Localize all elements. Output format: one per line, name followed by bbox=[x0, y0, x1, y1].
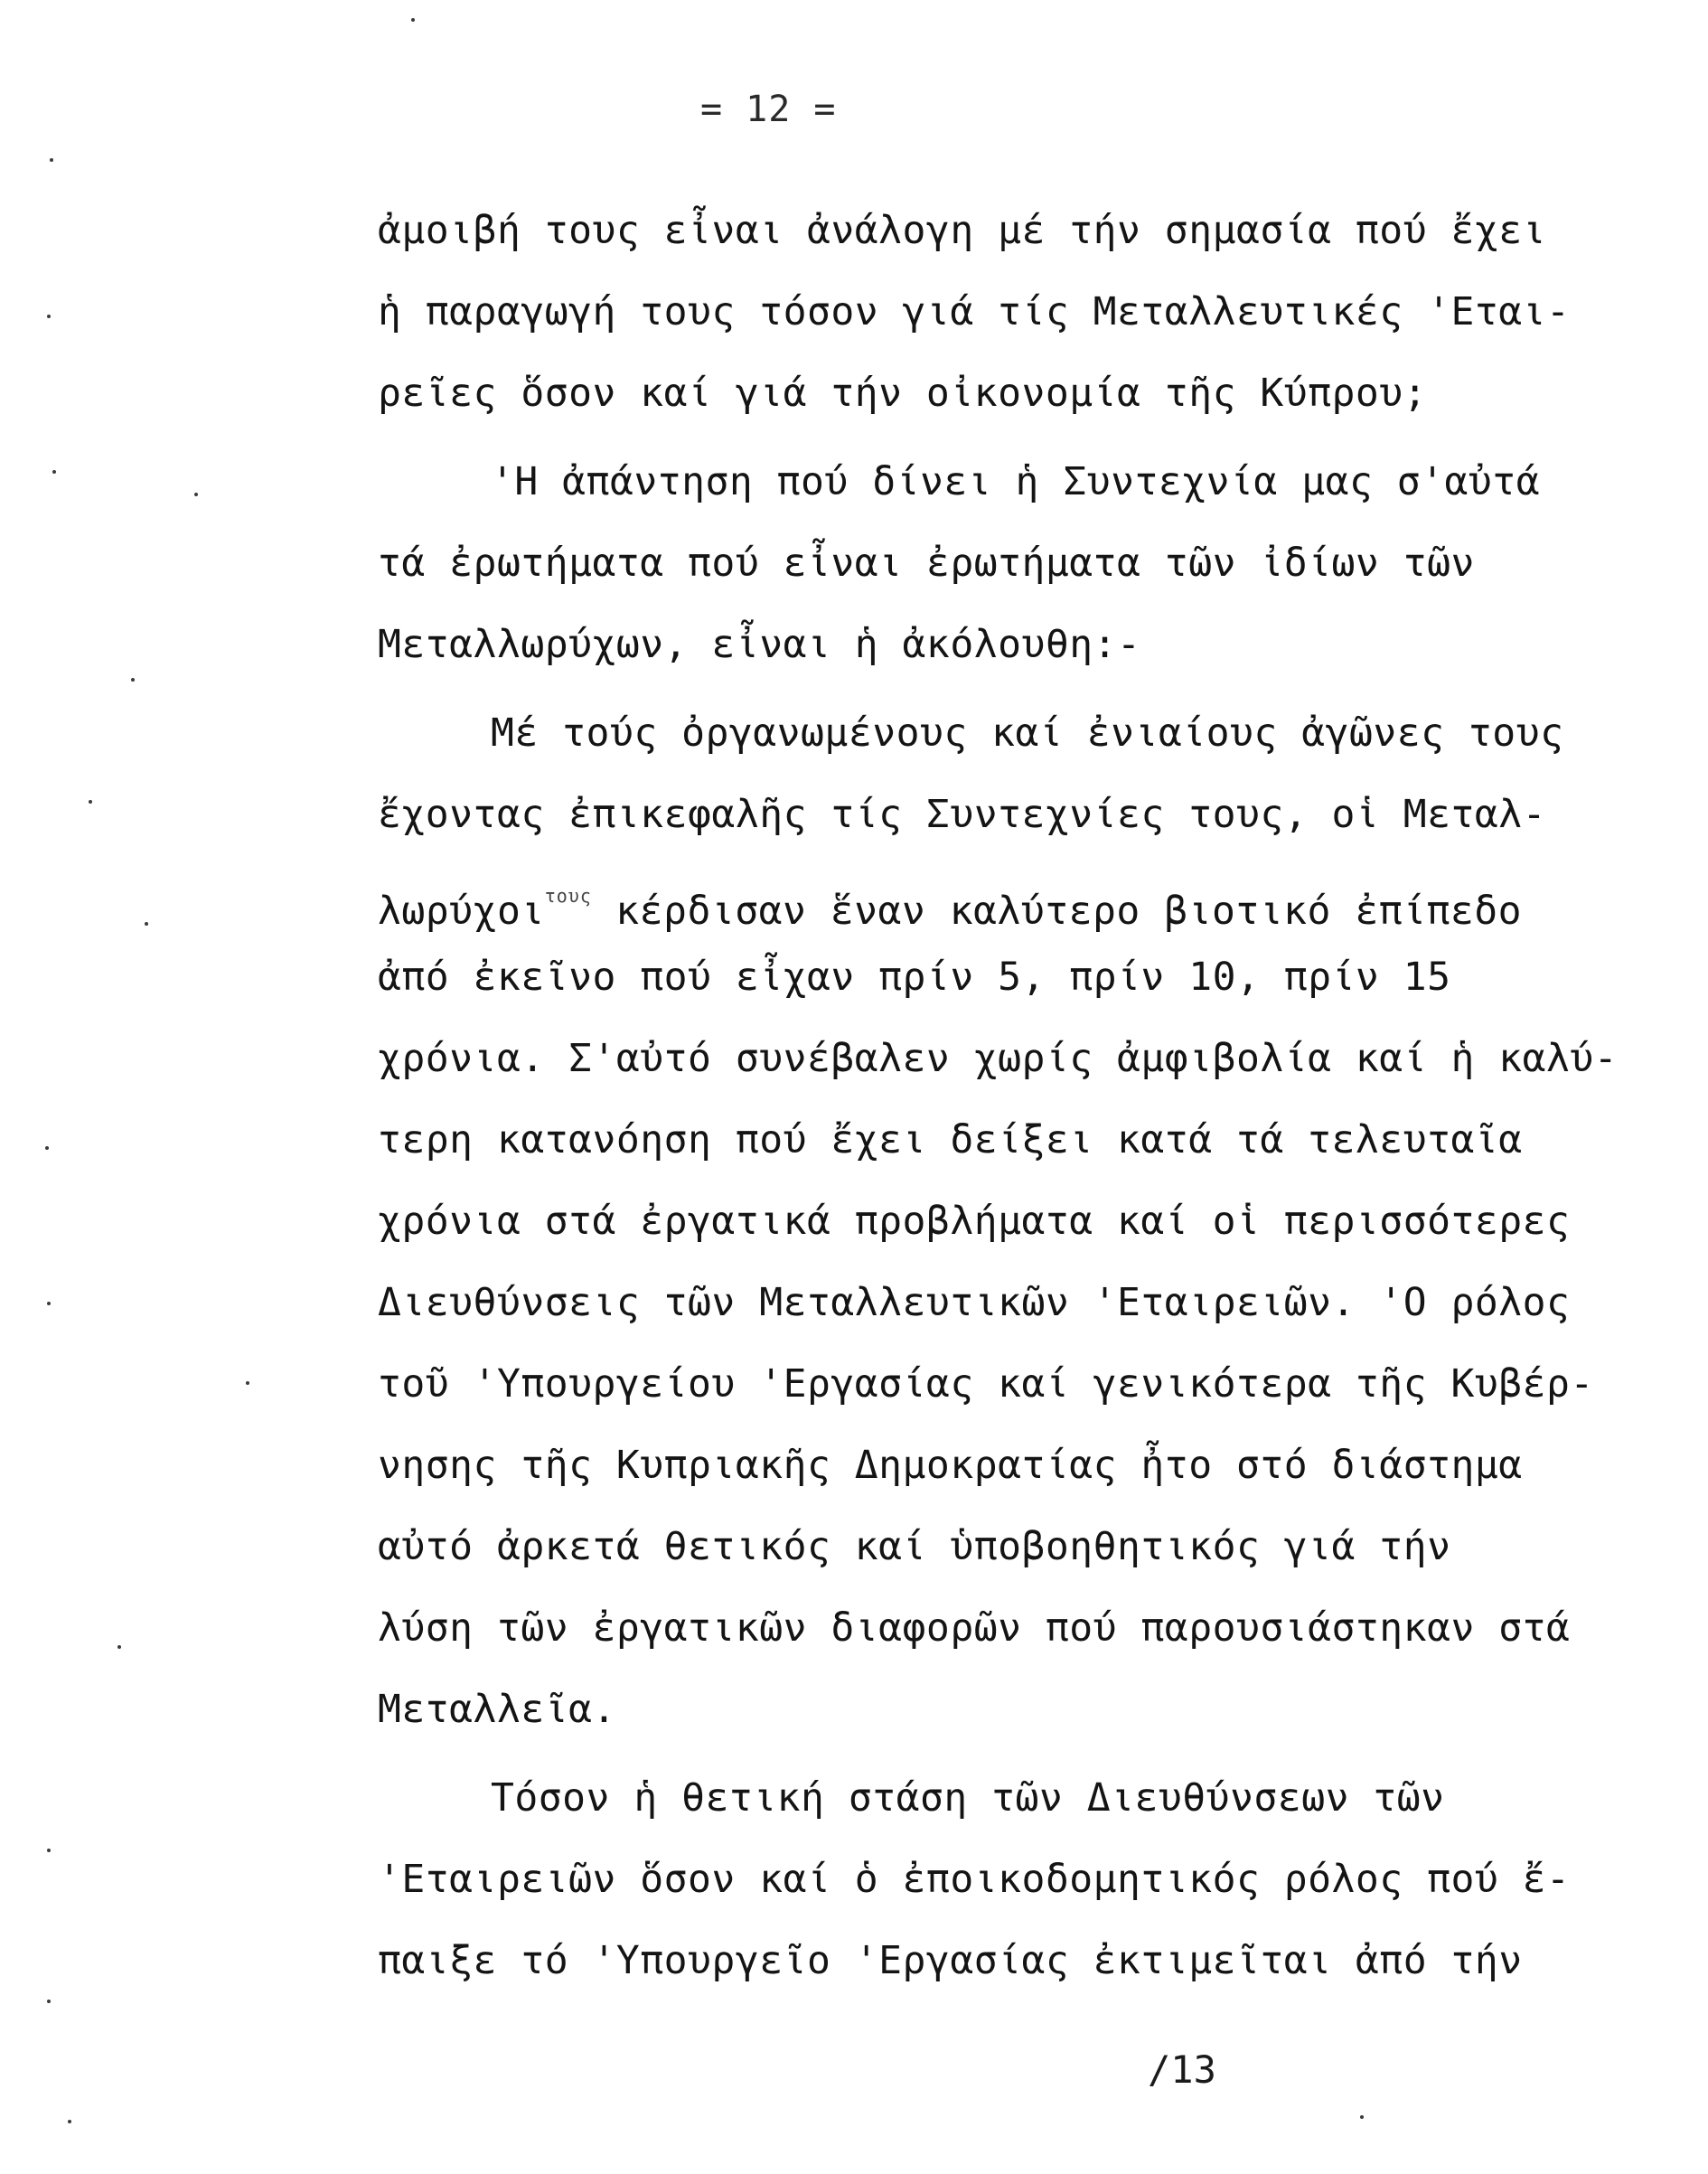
text-line: τοῦ 'Υπουργείου 'Εργασίας καί γενικότερα τῆς Κυβέρ- bbox=[378, 1361, 1594, 1407]
text-line: Μεταλλωρύχων, εἶναι ἡ ἀκόλουθη:- bbox=[378, 622, 1141, 667]
text-line: λύση τῶν ἐργατικῶν διαφορῶν πού παρουσιάστηκαν στά bbox=[378, 1605, 1571, 1651]
body-text bbox=[378, 190, 1619, 2001]
scan-speck bbox=[246, 1381, 249, 1385]
scan-speck bbox=[47, 1302, 51, 1305]
text-line: Μέ τούς ὀργανωμένους καί ἐνιαίους ἀγῶνες τους bbox=[491, 711, 1564, 756]
text-line: χρόνια στά ἐργατικά προβλήματα καί οἱ περισσότερες bbox=[378, 1199, 1571, 1244]
scan-speck bbox=[411, 18, 415, 22]
text-line: Τόσον ἡ θετική στάση τῶν Διευθύνσεων τῶν bbox=[491, 1775, 1445, 1821]
text-line: ἔχοντας ἐπικεφαλῆς τίς Συντεχνίες τους, οἱ Μεταλ- bbox=[378, 792, 1547, 837]
text-line-with-note bbox=[378, 855, 1523, 936]
scan-speck bbox=[47, 1849, 51, 1852]
scan-speck bbox=[117, 1645, 121, 1649]
scan-speck bbox=[1360, 2115, 1364, 2119]
text-line: 'Η ἀπάντηση πού δίνει ἡ Συντεχνία μας σ'αὐτά bbox=[491, 459, 1541, 504]
page-number: = 12 = bbox=[700, 89, 837, 130]
text-line: νησης τῆς Κυπριακῆς Δημοκρατίας ἦτο στό διάστημα bbox=[378, 1443, 1523, 1488]
scan-speck bbox=[47, 315, 51, 318]
continuation-marker: /13 bbox=[1148, 2047, 1216, 2092]
text-line: χρόνια. Σ'αὐτό συνέβαλεν χωρίς ἀμφιβολία καί ἡ καλύ- bbox=[378, 1036, 1619, 1081]
scan-speck bbox=[52, 470, 56, 474]
text-fragment: κέρδισαν ἕναν καλύτερο βιοτικό ἐπίπεδο bbox=[591, 889, 1523, 934]
scan-speck bbox=[145, 922, 148, 926]
scan-speck bbox=[45, 1146, 49, 1150]
text-fragment: λωρύχοι bbox=[378, 889, 545, 934]
scan-speck bbox=[47, 2000, 51, 2003]
text-line: ἀμοιβή τους εἶναι ἀνάλογη μέ τήν σημασία πού ἔχει bbox=[378, 208, 1547, 253]
text-line: ἀπό ἐκεῖνο πού εἶχαν πρίν 5, πρίν 10, πρίν 15 bbox=[378, 955, 1451, 1000]
paragraph-gap bbox=[378, 685, 1516, 692]
paragraph-gap bbox=[378, 1750, 1516, 1757]
scan-speck bbox=[68, 2120, 71, 2123]
margin-note: τους bbox=[544, 885, 592, 907]
text-line: ἡ παραγωγή τους τόσον γιά τίς Μεταλλευτικές 'Εται- bbox=[378, 289, 1571, 334]
text-line: τερη κατανόηση πού ἔχει δείξει κατά τά τελευταῖα bbox=[378, 1117, 1523, 1162]
text-line: ρεῖες ὅσον καί γιά τήν οἰκονομία τῆς Κύπρου; bbox=[378, 371, 1428, 416]
text-line: αὐτό ἀρκετά θετικός καί ὑποβοηθητικός γιά τήν bbox=[378, 1524, 1451, 1569]
scan-speck bbox=[89, 800, 92, 804]
text-line: 'Εταιρειῶν ὅσον καί ὁ ἐποικοδομητικός ρόλος πού ἔ- bbox=[378, 1857, 1571, 1902]
text-line: Διευθύνσεις τῶν Μεταλλευτικῶν 'Εταιρειῶν. 'Ο ρόλος bbox=[378, 1280, 1571, 1325]
paragraph-gap bbox=[378, 434, 1516, 441]
text-line: τά ἐρωτήματα πού εἶναι ἐρωτήματα τῶν ἰδίων τῶν bbox=[378, 541, 1475, 586]
scan-speck bbox=[131, 678, 135, 682]
text-line: Μεταλλεῖα. bbox=[378, 1687, 616, 1732]
scan-speck bbox=[50, 158, 53, 162]
scan-speck bbox=[194, 493, 198, 496]
text-line: παιξε τό 'Υπουργεῖο 'Εργασίας ἐκτιμεῖται ἀπό τήν bbox=[378, 1938, 1523, 1983]
